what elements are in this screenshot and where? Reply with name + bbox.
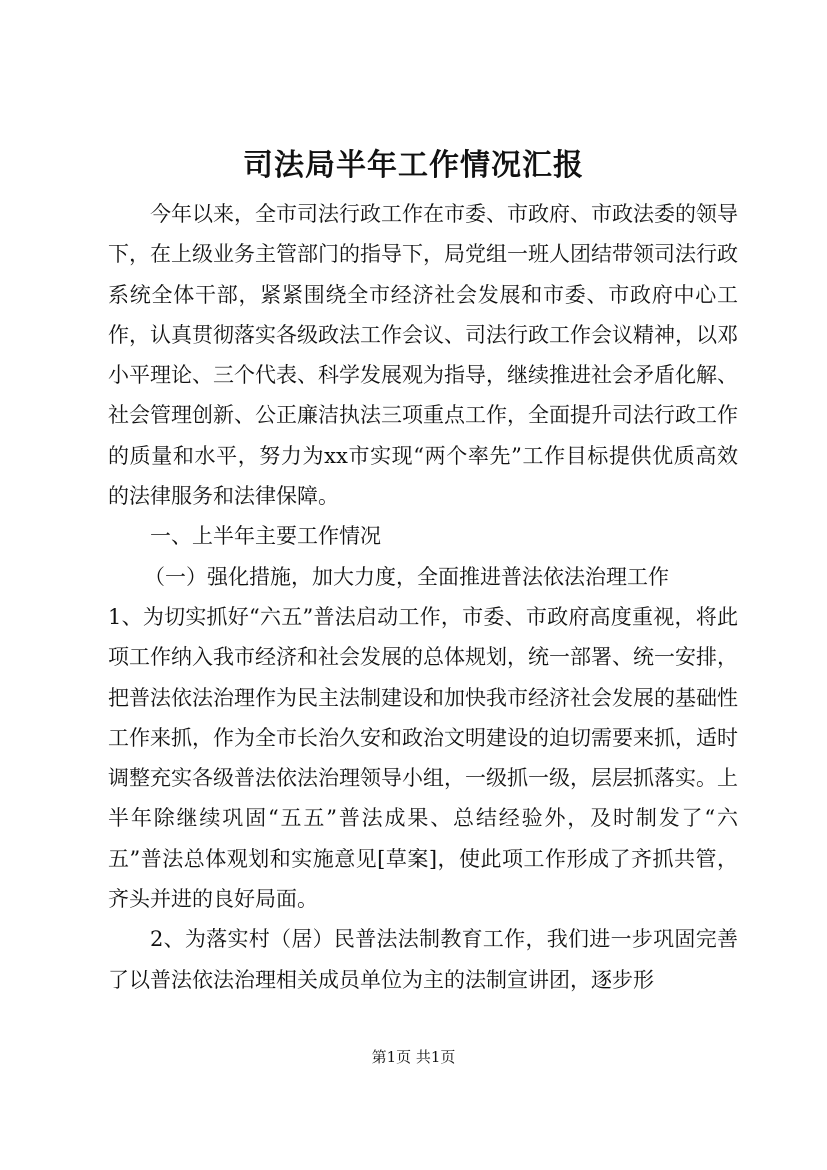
- page-footer: 第1页 共1页: [371, 1048, 456, 1066]
- document-title: 司法局半年工作情况汇报: [243, 148, 584, 183]
- document-body: [108, 194, 738, 1000]
- paragraph-item-1: 1、为切实抓好“六五”普法启动工作，市委、市政府高度重视，将此项工作纳入我市经济和社会发展的总体规划，统一部署、统一安排，把普法依法治理作为民主法制建设和加快我市经济社会发展的基础性工作来抓，作为全市长治久安和政治文明建设的迫切需要来抓，适时调整充实各级普法依法治理领导小组，一级抓一级，层层抓落实。上半年除继续巩固“五五”普法成果、总结经验外，及时制发了“六五”普法总体观划和实施意见[草案]，使此项工作形成了齐抓共管，齐头并进的良好局面。: [108, 604, 738, 912]
- section-heading: 一、上半年主要工作情况: [150, 524, 381, 549]
- paragraph-intro: 今年以来，全市司法行政工作在市委、市政府、市政法委的领导下，在上级业务主管部门的指导下，局党组一班人团结带领司法行政系统全体干部，紧紧围绕全市经济社会发展和市委、市政府中心工作，认真贯彻落实各级政法工作会议、司法行政工作会议精神，以邓小平理论、三个代表、科学发展观为指导，继续推进社会矛盾化解、社会管理创新、公正廉洁执法三项重点工作，全面提升司法行政工作的质量和水平，努力为xx市实现“两个率先”工作目标提供优质高效的法律服务和法律保障。: [108, 202, 738, 509]
- subsection-heading: （一）强化措施，加大力度，全面推进普法依法治理工作: [144, 564, 669, 589]
- paragraph-item-2: 2、为落实村（居）民普法法制教育工作，我们进一步巩固完善了以普法依法治理相关成员单位为主的法制宣讲团，逐步形: [108, 927, 738, 992]
